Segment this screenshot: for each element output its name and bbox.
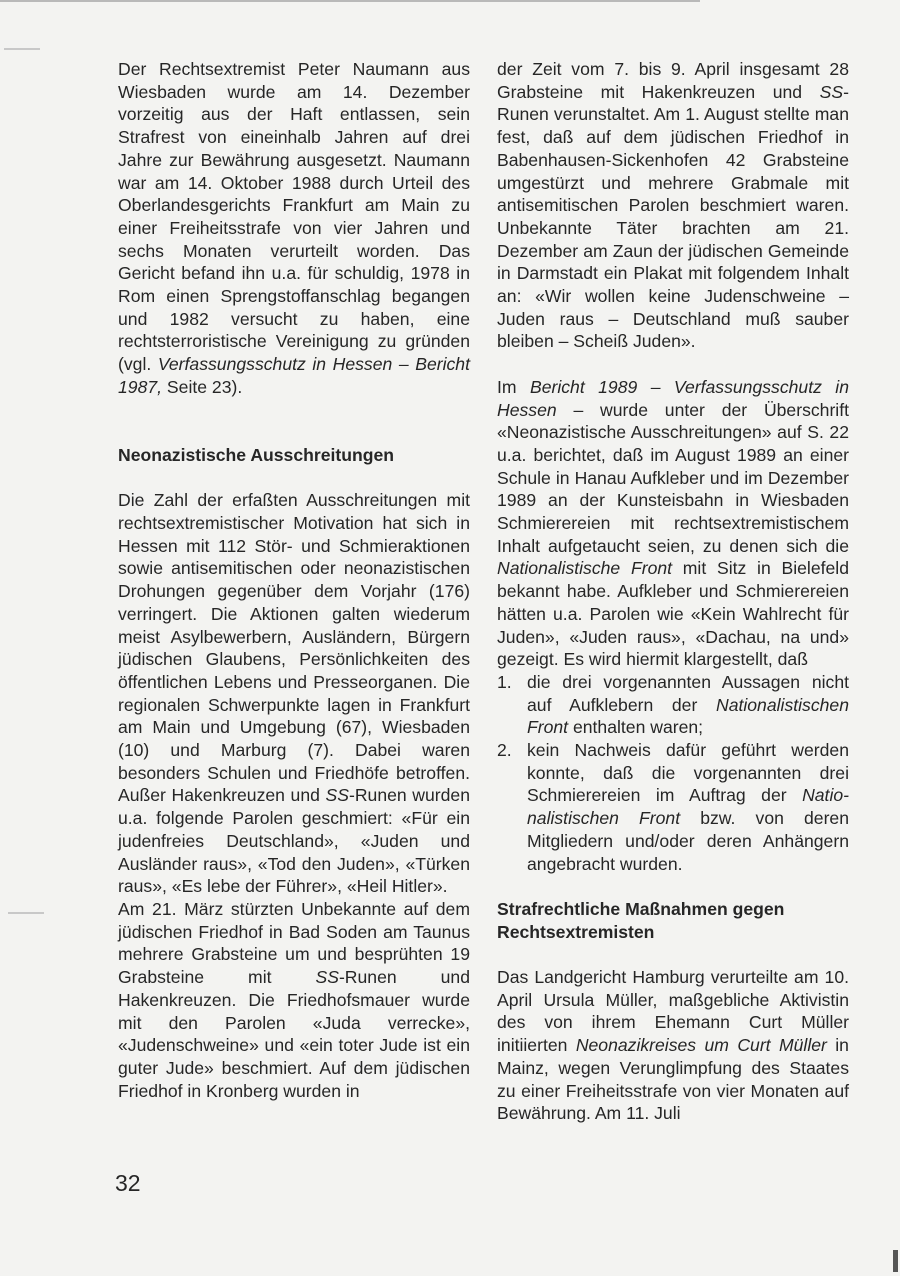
text-run: Der Rechtsextremist Peter Naumann aus Wiesbaden wurde am 14. Dezember vorzeitig aus der Haft entlassen, sein Strafrest von eineinhalb Jahren auf drei Jahre zur Bewährung ausgesetzt. Naumann war am 14. Oktober 1988 durch Urteil des Oberlandesgerichts Frankfurt am Main zu einer Freiheitsstrafe von vier Jahren und sechs Monaten verurteilt worden. Das Gericht befand ihn u.a. für schuldig, 1978 in Rom einen Sprengstoffanschlag begangen und 1982 versucht zu haben, eine rechtsterroristische Vereinigung zu gründen (vgl.	[118, 59, 470, 375]
text-run: Die Zahl der erfaßten Ausschreitungen mit rechtsextremistischer Motivation hat sich in Hessen mit 112 Stör- und Schmieraktionen sowie antisemitischen oder neonazistischen Drohungen gegenüber dem Vorjahr (176) verringert. Die Aktionen galten wiederum meist Asylbewerbern, Ausländern, Bürgern jüdischen Glaubens, Persönlichkeiten des öffentlichen Lebens und Presseorganen. Die regionalen Schwerpunkte lagen in Frankfurt am Main und Umgebung (67), Wiesbaden (10) und Marburg (7). Dabei waren besonders Schulen und Friedhöfe betroffen. Außer Hakenkreuzen und	[118, 490, 470, 806]
italic-text-run: SS	[315, 967, 339, 988]
paragraph-bericht-1989	[497, 376, 849, 671]
list-item-text	[527, 672, 849, 737]
italic-text-run: Bericht 1989 – Verfassungsschutz in Hessen	[497, 376, 850, 420]
left-column	[118, 58, 470, 1102]
text-run: Am 21. März stürzten Unbekannte auf dem jüdischen Friedhof in Bad Soden am Taunus mehrere Grabsteine um und besprühten 19 Grabsteine mit	[118, 898, 470, 988]
text-run: -Runen und Hakenkreuzen. Die Friedhofsmauer wurde mit den Parolen «Juda verrecke», «Judenschweine» und «ein toter Jude ist ein guter Jude» beschmiert. Auf dem jüdischen Friedhof in Kronberg wurden in	[118, 967, 470, 1101]
text-run: kein Nachweis dafür geführt werden konnte, daß die vorgenannten drei Schmierereien im Auftrag der	[527, 740, 849, 806]
italic-text-run: Nationalistischen Front	[527, 694, 849, 738]
paragraph-ausschreitungen	[118, 489, 470, 898]
list-item	[497, 671, 849, 739]
text-run: Das Landgericht Hamburg verurteilte am 10. April Ursula Müller, maßgebliche Aktivistin des von ihrem Ehemann Curt Müller initiierten	[497, 967, 849, 1056]
text-run: bzw. von deren Mitgliedern und/oder deren Anhängern angebracht wurden.	[527, 808, 849, 874]
right-column	[497, 58, 849, 1125]
page-top-edge	[0, 0, 700, 2]
italic-text-run: Verfassungsschutz in Hessen – Bericht 1987,	[118, 354, 470, 397]
italic-text-run: Neonazikreises um Curt Müller	[575, 1035, 827, 1056]
text-run: die drei vorgenannten Aussagen nicht auf Aufklebern der	[527, 671, 849, 715]
list-item	[497, 739, 849, 875]
paragraph-grabsteine	[497, 58, 849, 353]
page-number: 32	[115, 1170, 141, 1196]
scan-speck	[4, 48, 40, 50]
text-run: mit Sitz in Bielefeld bekannt habe. Aufkleber und Schmierereien hätten u.a. Parolen wie «Kein Wahlrecht für Juden», «Juden raus», «Dachau, na und» gezeigt. Es wird hiermit klargestellt, daß	[497, 558, 849, 670]
heading-strafrechtliche-massnahmen: Strafrechtliche Maßnahmen gegen Rechtsextremisten	[497, 898, 785, 942]
italic-text-run: SS	[325, 785, 349, 806]
text-run: enthalten waren;	[568, 717, 704, 738]
list-item-text	[527, 740, 849, 874]
text-run: Seite 23).	[162, 376, 243, 397]
text-run: – wurde unter der Überschrift «Neonazistische Ausschreitungen» auf S. 22 u.a. berichtet, daß im August 1989 an einer Schule in Hanau Aufkleber und im Dezember 1989 an der Kunsteisbahn in Wiesbaden Schmierereien mit rechtsextremistischem Inhalt aufgetaucht seien, zu denen sich die	[497, 399, 849, 556]
italic-text-run: Nationalistische Front	[497, 558, 673, 579]
italic-text-run: Nationalistischen Front	[527, 785, 849, 829]
text-run: in Mainz, wegen Verunglimpfung des Staates zu einer Freiheitsstrafe von vier Monaten auf Bewährung. Am 11. Juli	[497, 1035, 849, 1124]
italic-text-run: SS	[819, 81, 844, 102]
paragraph-naumann	[118, 58, 470, 399]
scan-speck	[8, 912, 44, 914]
text-run: der Zeit vom 7. bis 9. April insgesamt 28 Grabsteine mit Hakenkreuzen und	[497, 59, 849, 102]
text-run: -Runen wurden u.a. folgende Parolen geschmiert: «Für ein judenfreies Deutschland», «Juden und Ausländer raus», «Tod den Juden», «Türken raus», «Es lebe der Führer», «Heil Hitler».	[118, 785, 470, 897]
text-run: -Runen verunstaltet. Am 1. August stellte man fest, daß auf dem jüdischen Friedhof in Babenhausen-Sickenhofen 42 Grabsteine umgestürzt und mehrere Grabmale mit antisemitischen Parolen beschmiert waren. Unbekannte Täter brachten am 21. Dezember am Zaun der jüdischen Gemeinde in Darmstadt ein Plakat mit folgendem Inhalt an: «Wir wollen keine Judenschweine – Juden raus – Deutschland muß sauber bleiben – Scheiß Juden».	[497, 81, 849, 352]
paragraph-landgericht-hamburg	[497, 966, 849, 1125]
list-number: 2.	[497, 740, 512, 761]
heading-neonazistische-ausschreitungen: Neonazistische Ausschreitungen	[118, 444, 395, 465]
text-run: Im	[497, 376, 530, 397]
list-number: 1.	[497, 671, 512, 692]
paragraph-friedhof-bad-soden	[118, 898, 470, 1102]
clarification-list	[497, 671, 849, 875]
scan-mark	[893, 1250, 898, 1272]
